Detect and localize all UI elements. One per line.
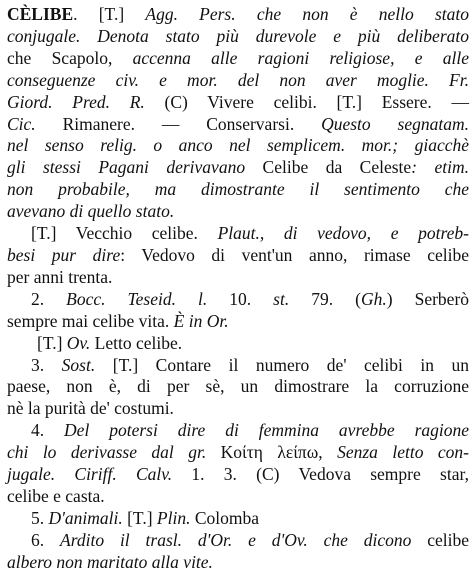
entry-line <box>7 157 469 179</box>
entry-text: 79. ( <box>289 288 361 309</box>
entry-text: celibe <box>411 529 470 550</box>
entry-line <box>7 70 469 92</box>
entry-line <box>7 530 469 552</box>
entry-text: avevano di quello stato. <box>7 201 175 222</box>
entry-text: gli stessi Pagani derivavano <box>7 157 246 178</box>
entry-line <box>7 201 469 223</box>
entry-text: 1. 3. (C) Vedova sempre star, <box>172 464 469 485</box>
entry-text: [T.] Vecchio celibe. <box>31 223 218 244</box>
entry-line <box>7 267 469 289</box>
entry-text: jugale. Ciriff. Calv. <box>7 464 173 485</box>
entry-text: sempre mai celibe vita. <box>7 310 174 331</box>
entry-text: È in Or. <box>173 310 229 331</box>
entry-text: accenna alle ragioni religiose, e alle <box>132 47 469 68</box>
entry-text: st. <box>273 288 290 309</box>
entry-text: Agg. Pers. che non è nello stato <box>145 4 469 24</box>
entry-line <box>7 486 469 508</box>
entry-line <box>7 179 469 201</box>
entry-text: Scapolo, <box>51 47 133 68</box>
entry-text: Colomba <box>190 507 259 528</box>
entry-line <box>7 289 469 311</box>
entry-line <box>7 508 469 530</box>
entry-text: Gh. <box>360 288 387 309</box>
entry-line <box>7 552 469 574</box>
entry-text: Celibe da Celeste <box>245 157 412 178</box>
entry-text: Giord. Pred. R. <box>7 91 145 112</box>
entry-text: Κοίτη λείπω, <box>206 442 338 463</box>
entry-text: : Vedovo di vent'un anno, rimase celibe <box>120 244 469 265</box>
entry-text: Cic. <box>7 113 36 134</box>
entry-text: che <box>7 47 52 68</box>
entry-line <box>7 420 469 442</box>
entry-text: 3. <box>31 354 62 375</box>
entry-text: ) Serberò <box>386 288 470 309</box>
entry-text: 5. <box>31 507 49 528</box>
entry-text: Ov. <box>66 332 91 353</box>
entry-text: celibe e casta. <box>7 485 105 506</box>
entry-text: paese, non è, di per sè, un dimostrare la corruzione <box>7 376 469 397</box>
entry-text: Sost. <box>61 354 96 375</box>
entry-text: Questo segnatam. <box>321 113 470 134</box>
entry-line <box>7 464 469 486</box>
entry-text: chi lo derivasse dal gr. <box>7 442 207 463</box>
entry-text: 6. <box>31 529 60 550</box>
entry-text: Del potersi dire di femmina avrebbe ragione <box>64 420 470 441</box>
entry-line <box>7 4 469 26</box>
entry-text: conjugale. Denota stato più durevole e più deliberato <box>7 25 469 46</box>
entry-text: 2. <box>31 288 67 309</box>
entry-text: . [T.] <box>73 4 146 24</box>
entry-line <box>7 311 469 333</box>
entry-headword: CÈLIBE <box>7 4 74 24</box>
entry-line <box>7 114 469 136</box>
entry-text: conseguenze civ. e mor. del non aver moglie. Fr. <box>7 69 469 90</box>
entry-line <box>7 48 469 70</box>
entry-line <box>7 223 469 245</box>
entry-text: Senza letto con- <box>337 442 469 463</box>
entry-text: per anni trenta. <box>7 266 113 287</box>
entry-text: 4. <box>31 420 65 441</box>
entry-text: Rimanere. — Conservarsi. <box>35 113 322 134</box>
entry-text: 10. <box>207 288 274 309</box>
entry-line <box>7 398 469 420</box>
entry-text: D'animali. <box>48 507 123 528</box>
entry-text: Bocc. Teseid. l. <box>66 288 208 309</box>
entry-text: : etim. <box>411 157 469 178</box>
entry-text: Plaut., di vedovo, e potreb- <box>217 223 469 244</box>
entry-text: Plin. <box>156 507 191 528</box>
entry-text: nel senso relig. o anco nel semplicem. mor.; giacchè <box>7 135 469 156</box>
entry-line <box>7 376 469 398</box>
entry-line <box>7 26 469 48</box>
entry-text: [T.] <box>122 507 157 528</box>
entry-line <box>7 355 469 377</box>
entry-text: [T.] Contare il numero de' celibi in un <box>95 354 470 375</box>
entry-text: Letto celibe. <box>90 332 183 353</box>
entry-text: nè la purità de' costumi. <box>7 398 174 419</box>
entry-text: besi pur dire <box>7 244 121 265</box>
entry-text: non probabile, ma dimostrante il sentimento che <box>7 179 469 200</box>
entry-line <box>7 245 469 267</box>
entry-text: Ardito il trasl. d'Or. e d'Ov. che dicono <box>60 529 412 550</box>
entry-line <box>7 333 469 355</box>
entry-line <box>7 442 469 464</box>
entry-line <box>7 135 469 157</box>
entry-line <box>7 92 469 114</box>
entry-text: albero non maritato alla vite. <box>7 551 213 572</box>
entry-text: (C) Vivere celibi. [T.] Essere. — <box>144 91 469 112</box>
entry-text: [T.] <box>37 332 67 353</box>
